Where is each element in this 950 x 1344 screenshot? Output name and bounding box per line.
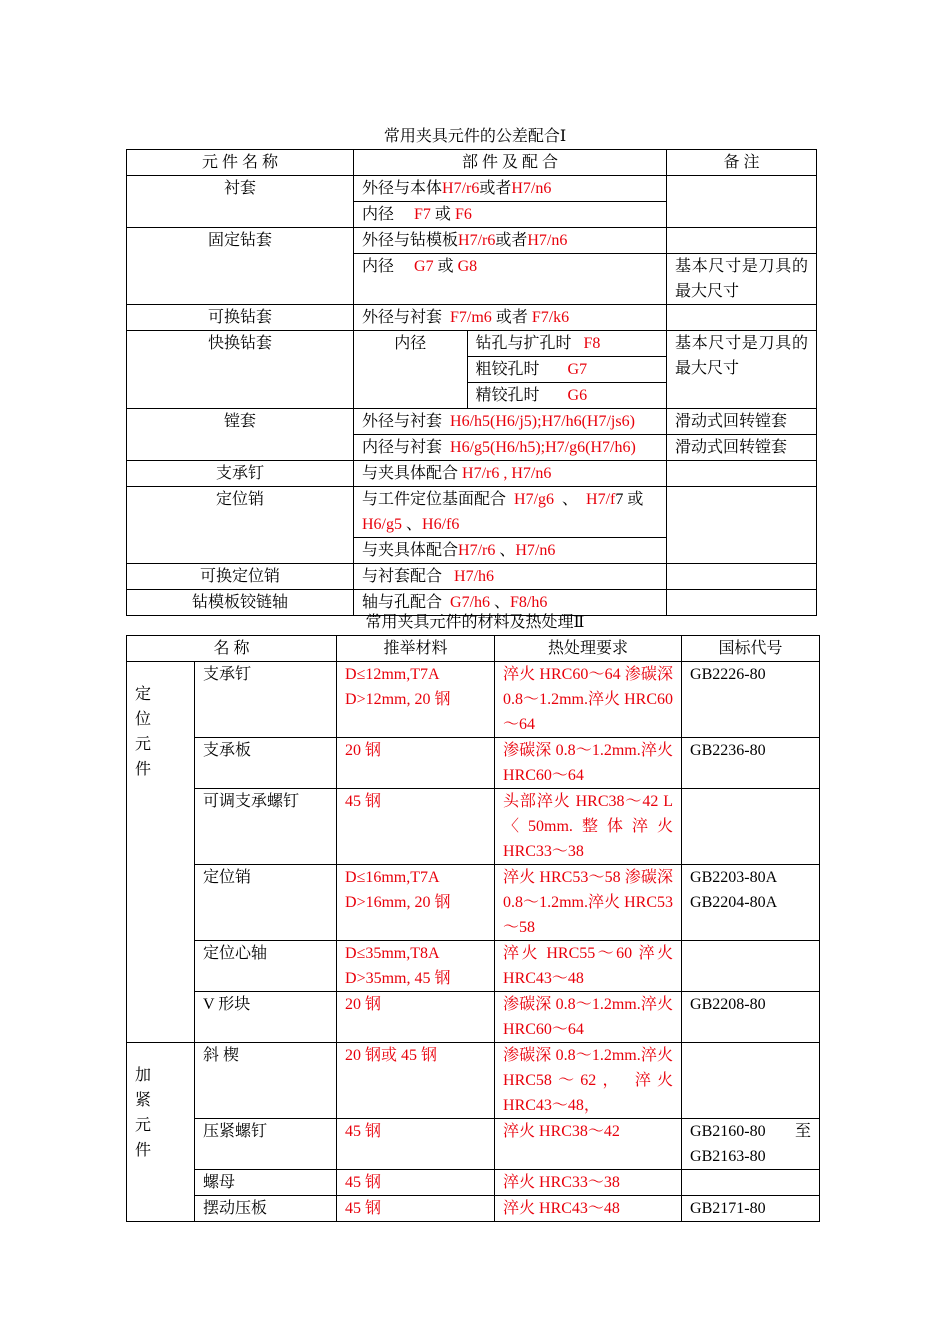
t2-heat: 淬火 HRC60～64 渗碳深 0.8～1.2mm.淬火 HRC60～64: [495, 662, 682, 738]
t2-code: GB2203-80A GB2204-80A: [682, 865, 820, 941]
t2-material: 45 钢: [337, 789, 495, 865]
dingweixiao-note: [667, 487, 817, 564]
t2-code: GB2208-80: [682, 992, 820, 1043]
t2-code: [682, 789, 820, 865]
tolerance-fit-table: [126, 149, 817, 616]
t2-heat: 淬火 HRC43～48: [495, 1196, 682, 1222]
tangtao-note-1: 滑动式回转镗套: [667, 409, 817, 435]
row-name-zhichengding: 支承钉: [127, 461, 354, 487]
guding-inner-fit: 内径 G7 或 G8: [354, 254, 667, 305]
kuaihuan-note: 基本尺寸是刀具的最大尺寸: [667, 331, 817, 409]
t2-material: D≤35mm,T8A D>35mm, 45 钢: [337, 941, 495, 992]
t2-code: [682, 941, 820, 992]
group-positioning-elements: [127, 662, 195, 1043]
row-name-kuaihuan: 快换钻套: [127, 331, 354, 409]
t2-code: [682, 1170, 820, 1196]
table2-caption: 常用夹具元件的材料及热处理Ⅱ: [365, 614, 585, 631]
header-material: 推举材料: [337, 636, 495, 662]
t2-heat: 渗碳深 0.8～1.2mm.淬火 HRC58～62， 淬火 HRC43～48，: [495, 1043, 682, 1119]
zuomoban-fit: 轴与孔配合 G7/h6 、F8/h6: [354, 590, 667, 616]
t2-name: 摆动压板: [195, 1196, 337, 1222]
kuaihuan-item: 钻孔与扩孔时 F8: [467, 331, 666, 357]
t2-name: 支承钉: [195, 662, 337, 738]
kuaihuan-item: 精铰孔时 G6: [467, 383, 666, 409]
group-clamping-elements: [127, 1043, 195, 1222]
group-label: 定位元件: [135, 686, 152, 778]
tangtao-outer-fit: 外径与衬套 H6/h5(H6/j5);H7/h6(H7/js6): [354, 409, 667, 435]
tangtao-note-2: 滑动式回转镗套: [667, 435, 817, 461]
t2-material: D≤16mm,T7A D>16mm, 20 钢: [337, 865, 495, 941]
row-name-guding: 固定钻套: [127, 228, 354, 305]
dingweixiao-fixture-fit: 与夹具体配合H7/r6 、H7/n6: [354, 538, 667, 564]
t2-heat: 淬火 HRC53～58 渗碳深 0.8～1.2mm.淬火 HRC53～58: [495, 865, 682, 941]
guding-note: 基本尺寸是刀具的最大尺寸: [667, 254, 817, 305]
t2-code: GB2226-80: [682, 662, 820, 738]
t2-heat: 淬火 HRC33～38: [495, 1170, 682, 1196]
chentao-outer-fit: 外径与本体H7/r6或者H7/n6: [354, 176, 667, 202]
row-name-chentao: 衬套: [127, 176, 354, 228]
t2-heat: 淬火 HRC38～42: [495, 1119, 682, 1170]
dingweixiao-workpiece-fit: 与工件定位基面配合 H7/g6 、 H7/f7 或 H6/g5 、H6/f6: [354, 487, 667, 538]
t2-name: 可调支承螺钉: [195, 789, 337, 865]
t2-material: 20 钢: [337, 738, 495, 789]
t2-heat: 渗碳深 0.8～1.2mm.淬火 HRC60～64: [495, 992, 682, 1043]
table1-caption: 常用夹具元件的公差配合Ⅰ: [383, 128, 567, 145]
row-name-kehuandingwei: 可换定位销: [127, 564, 354, 590]
guding-note-empty: [667, 228, 817, 254]
row-name-tangtao: 镗套: [127, 409, 354, 461]
t2-name: 定位心轴: [195, 941, 337, 992]
t2-name: 定位销: [195, 865, 337, 941]
row-name-dingweixiao: 定位销: [127, 487, 354, 564]
t2-name: 螺母: [195, 1170, 337, 1196]
t2-material: 45 钢: [337, 1170, 495, 1196]
header-standard-code: 国标代号: [682, 636, 820, 662]
material-heat-treatment-table: [126, 635, 820, 1222]
t2-heat: 渗碳深 0.8～1.2mm.淬火 HRC60～64: [495, 738, 682, 789]
t2-name: V 形块: [195, 992, 337, 1043]
zhichengding-fit: 与夹具体配合 H7/r6 , H7/n6: [354, 461, 667, 487]
t2-code: GB2236-80: [682, 738, 820, 789]
chentao-inner-fit: 内径 F7 或 F6: [354, 202, 667, 228]
t2-code: [682, 1043, 820, 1119]
row-name-zuomoban: 钻模板铰链轴: [127, 590, 354, 616]
zuomoban-note: [667, 590, 817, 616]
t2-code: GB2160-80 至 GB2163-80: [682, 1119, 820, 1170]
t2-material: D≤12mm,T7A D>12mm, 20 钢: [337, 662, 495, 738]
kehuandingwei-fit: 与衬套配合 H7/h6: [354, 564, 667, 590]
t2-material: 45 钢: [337, 1119, 495, 1170]
t2-name: 压紧螺钉: [195, 1119, 337, 1170]
header-remarks: 备 注: [667, 150, 817, 176]
t2-heat: 淬火 HRC55～60 淬火 HRC43～48: [495, 941, 682, 992]
t2-name: 支承板: [195, 738, 337, 789]
kuaihuan-item: 粗铰孔时 G7: [467, 357, 666, 383]
kehuan-fit: 外径与衬套 F7/m6 或者 F7/k6: [354, 305, 667, 331]
kehuan-note: [667, 305, 817, 331]
kehuandingwei-note: [667, 564, 817, 590]
t2-heat: 头部淬火 HRC38～42 L〈50mm.整体淬火 HRC33～38: [495, 789, 682, 865]
t2-material: 45 钢: [337, 1196, 495, 1222]
tangtao-inner-fit: 内径与衬套 H6/g5(H6/h5);H7/g6(H7/h6): [354, 435, 667, 461]
kuaihuan-fit: [354, 331, 667, 409]
t2-code: GB2171-80: [682, 1196, 820, 1222]
header-heat-treatment: 热处理要求: [495, 636, 682, 662]
header-component-name: 元 件 名 称: [127, 150, 354, 176]
kuaihuan-subtable: [354, 331, 666, 408]
t2-name: 斜 楔: [195, 1043, 337, 1119]
t2-material: 20 钢: [337, 992, 495, 1043]
t2-material: 20 钢或 45 钢: [337, 1043, 495, 1119]
zhichengding-note: [667, 461, 817, 487]
header-part-fit: 部 件 及 配 合: [354, 150, 667, 176]
row-name-kehuan: 可换钻套: [127, 305, 354, 331]
chentao-note: [667, 176, 817, 228]
group-label: 加紧元件: [135, 1067, 152, 1159]
guding-outer-fit: 外径与钻模板H7/r6或者H7/n6: [354, 228, 667, 254]
kuaihuan-inner-label: 内径: [354, 331, 467, 408]
header-name: 名 称: [127, 636, 337, 662]
